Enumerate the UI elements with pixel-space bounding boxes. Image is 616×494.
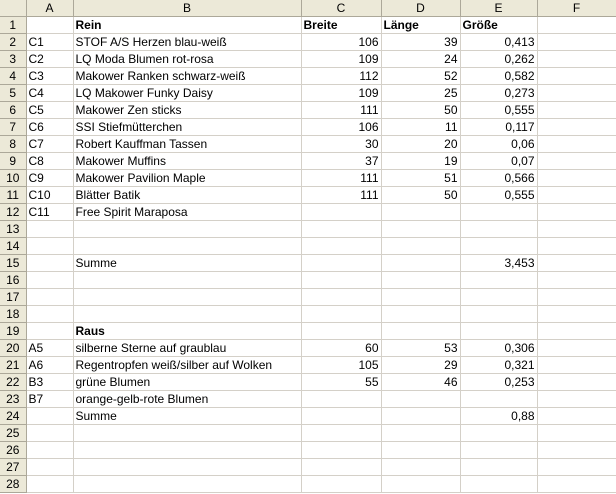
cell-a[interactable]	[26, 408, 73, 425]
cell-e[interactable]	[460, 306, 537, 323]
column-header[interactable]: A	[26, 0, 73, 17]
cell-d[interactable]: 46	[381, 374, 460, 391]
table-row	[0, 221, 616, 238]
cell-f[interactable]	[537, 476, 616, 493]
cell-c[interactable]: 109	[301, 51, 381, 68]
cell-e[interactable]: 0,06	[460, 136, 537, 153]
cell-a[interactable]	[26, 442, 73, 459]
cell-d[interactable]	[381, 323, 460, 340]
cell-c[interactable]	[301, 442, 381, 459]
cell-f[interactable]	[537, 221, 616, 238]
cell-d[interactable]	[381, 459, 460, 476]
row-header[interactable]: 19	[0, 323, 26, 340]
cell-c[interactable]: 112	[301, 68, 381, 85]
cell-f[interactable]	[537, 170, 616, 187]
cell-f[interactable]	[537, 136, 616, 153]
cell-e[interactable]: 0,273	[460, 85, 537, 102]
row-header[interactable]: 8	[0, 136, 26, 153]
row-header[interactable]: 9	[0, 153, 26, 170]
table-row	[0, 476, 616, 493]
cell-f[interactable]	[537, 102, 616, 119]
cell-f[interactable]	[537, 17, 616, 34]
row-header[interactable]: 22	[0, 374, 26, 391]
cell-a[interactable]: C10	[26, 187, 73, 204]
cell-f[interactable]	[537, 187, 616, 204]
table-row	[0, 85, 616, 102]
cell-e[interactable]: 0,582	[460, 68, 537, 85]
table-row	[0, 51, 616, 68]
cell-a[interactable]: C1	[26, 34, 73, 51]
cell-d[interactable]: 53	[381, 340, 460, 357]
cell-d[interactable]: 39	[381, 34, 460, 51]
cell-e[interactable]	[460, 459, 537, 476]
table-row	[0, 425, 616, 442]
cell-e[interactable]: 3,453	[460, 255, 537, 272]
table-row	[0, 170, 616, 187]
cell-e[interactable]	[460, 391, 537, 408]
cell-d[interactable]	[381, 272, 460, 289]
cell-c[interactable]	[301, 323, 381, 340]
table-row	[0, 306, 616, 323]
cell-a[interactable]: C4	[26, 85, 73, 102]
cell-d[interactable]	[381, 204, 460, 221]
cell-a[interactable]	[26, 425, 73, 442]
select-all-corner[interactable]	[0, 0, 26, 17]
row-header[interactable]: 23	[0, 391, 26, 408]
cell-e[interactable]	[460, 425, 537, 442]
table-row	[0, 408, 616, 425]
table-row	[0, 374, 616, 391]
cell-d[interactable]: 51	[381, 170, 460, 187]
cell-a[interactable]: C9	[26, 170, 73, 187]
cell-e[interactable]: 0,321	[460, 357, 537, 374]
cell-e[interactable]: 0,253	[460, 374, 537, 391]
cell-e[interactable]: 0,413	[460, 34, 537, 51]
cell-f[interactable]	[537, 391, 616, 408]
cell-d[interactable]: 11	[381, 119, 460, 136]
cell-d[interactable]: 19	[381, 153, 460, 170]
row-header[interactable]: 17	[0, 289, 26, 306]
cell-f[interactable]	[537, 255, 616, 272]
table-row	[0, 102, 616, 119]
cell-c[interactable]: 105	[301, 357, 381, 374]
column-header[interactable]: E	[460, 0, 537, 17]
cell-a[interactable]: B7	[26, 391, 73, 408]
cell-c[interactable]	[301, 408, 381, 425]
cell-c[interactable]: 111	[301, 170, 381, 187]
cell-b[interactable]: Summe	[73, 408, 301, 425]
column-header[interactable]: D	[381, 0, 460, 17]
cell-e[interactable]	[460, 442, 537, 459]
cell-b[interactable]: Makower Ranken schwarz-weiß	[73, 68, 301, 85]
cell-f[interactable]	[537, 357, 616, 374]
cell-d[interactable]	[381, 289, 460, 306]
cell-c[interactable]	[301, 221, 381, 238]
cell-e[interactable]	[460, 221, 537, 238]
cell-c[interactable]: 37	[301, 153, 381, 170]
cell-e[interactable]: 0,555	[460, 187, 537, 204]
cell-e[interactable]	[460, 289, 537, 306]
cell-a[interactable]: C2	[26, 51, 73, 68]
table-row	[0, 289, 616, 306]
row-header[interactable]: 25	[0, 425, 26, 442]
cell-f[interactable]	[537, 306, 616, 323]
cell-a[interactable]: C8	[26, 153, 73, 170]
cell-d[interactable]	[381, 255, 460, 272]
cell-f[interactable]	[537, 340, 616, 357]
cell-b[interactable]: silberne Sterne auf graublau	[73, 340, 301, 357]
cell-e[interactable]: 0,262	[460, 51, 537, 68]
cell-d[interactable]	[381, 391, 460, 408]
cell-b[interactable]: Rein	[73, 17, 301, 34]
cell-f[interactable]	[537, 408, 616, 425]
cell-a[interactable]: C7	[26, 136, 73, 153]
cell-e[interactable]: 0,07	[460, 153, 537, 170]
table-row	[0, 238, 616, 255]
table-row	[0, 17, 616, 34]
cell-c[interactable]	[301, 238, 381, 255]
cell-f[interactable]	[537, 204, 616, 221]
row-header[interactable]: 2	[0, 34, 26, 51]
cell-e[interactable]: 0,566	[460, 170, 537, 187]
cell-c[interactable]: 60	[301, 340, 381, 357]
cell-e[interactable]: 0,117	[460, 119, 537, 136]
cell-c[interactable]	[301, 272, 381, 289]
cell-c[interactable]	[301, 425, 381, 442]
cell-f[interactable]	[537, 119, 616, 136]
cell-f[interactable]	[537, 238, 616, 255]
row-header[interactable]: 11	[0, 187, 26, 204]
cell-b[interactable]	[73, 272, 301, 289]
table-row	[0, 34, 616, 51]
cell-f[interactable]	[537, 153, 616, 170]
cell-a[interactable]: C6	[26, 119, 73, 136]
cell-d[interactable]: 20	[381, 136, 460, 153]
cell-a[interactable]	[26, 306, 73, 323]
table-row	[0, 119, 616, 136]
cell-a[interactable]	[26, 17, 73, 34]
row-header[interactable]: 12	[0, 204, 26, 221]
cell-e[interactable]	[460, 238, 537, 255]
cell-a[interactable]	[26, 289, 73, 306]
row-header[interactable]: 16	[0, 272, 26, 289]
table-row	[0, 187, 616, 204]
cell-f[interactable]	[537, 272, 616, 289]
row-header[interactable]: 4	[0, 68, 26, 85]
cell-b[interactable]: grüne Blumen	[73, 374, 301, 391]
row-header[interactable]: 3	[0, 51, 26, 68]
cell-d[interactable]: 50	[381, 187, 460, 204]
cell-d[interactable]	[381, 442, 460, 459]
row-header[interactable]: 18	[0, 306, 26, 323]
cell-d[interactable]: 52	[381, 68, 460, 85]
table-row	[0, 442, 616, 459]
cell-b[interactable]: Free Spirit Maraposa	[73, 204, 301, 221]
cell-e[interactable]: Größe	[460, 17, 537, 34]
cell-f[interactable]	[537, 85, 616, 102]
cell-f[interactable]	[537, 51, 616, 68]
cell-f[interactable]	[537, 374, 616, 391]
row-header[interactable]: 28	[0, 476, 26, 493]
row-header[interactable]: 5	[0, 85, 26, 102]
cell-c[interactable]	[301, 255, 381, 272]
cell-c[interactable]	[301, 306, 381, 323]
cell-d[interactable]: 25	[381, 85, 460, 102]
cell-a[interactable]: C11	[26, 204, 73, 221]
table-row	[0, 323, 616, 340]
cell-c[interactable]: 30	[301, 136, 381, 153]
cell-b[interactable]	[73, 289, 301, 306]
table-row	[0, 459, 616, 476]
cell-e[interactable]	[460, 476, 537, 493]
cell-d[interactable]: 50	[381, 102, 460, 119]
cell-c[interactable]: 111	[301, 102, 381, 119]
table-row	[0, 272, 616, 289]
row-header[interactable]: 13	[0, 221, 26, 238]
cell-b[interactable]: LQ Makower Funky Daisy	[73, 85, 301, 102]
row-header[interactable]: 27	[0, 459, 26, 476]
row-header[interactable]: 10	[0, 170, 26, 187]
row-header[interactable]: 7	[0, 119, 26, 136]
cell-a[interactable]: C3	[26, 68, 73, 85]
cell-b[interactable]: orange-gelb-rote Blumen	[73, 391, 301, 408]
cell-e[interactable]	[460, 323, 537, 340]
cell-a[interactable]: A6	[26, 357, 73, 374]
cell-c[interactable]: 111	[301, 187, 381, 204]
cell-d[interactable]	[381, 476, 460, 493]
row-header[interactable]: 21	[0, 357, 26, 374]
column-header-row	[0, 0, 616, 17]
cell-c[interactable]	[301, 289, 381, 306]
cell-e[interactable]: 0,555	[460, 102, 537, 119]
cell-b[interactable]	[73, 476, 301, 493]
cell-a[interactable]	[26, 221, 73, 238]
cell-b[interactable]: Makower Zen sticks	[73, 102, 301, 119]
row-header[interactable]: 1	[0, 17, 26, 34]
cell-b[interactable]	[73, 221, 301, 238]
cell-c[interactable]: 106	[301, 34, 381, 51]
table-row	[0, 136, 616, 153]
cell-d[interactable]	[381, 425, 460, 442]
cell-b[interactable]: LQ Moda Blumen rot-rosa	[73, 51, 301, 68]
cell-a[interactable]: A5	[26, 340, 73, 357]
cell-c[interactable]	[301, 391, 381, 408]
table-row	[0, 391, 616, 408]
table-row	[0, 255, 616, 272]
row-header[interactable]: 6	[0, 102, 26, 119]
cell-d[interactable]: Länge	[381, 17, 460, 34]
cell-c[interactable]	[301, 459, 381, 476]
table-row	[0, 204, 616, 221]
cell-d[interactable]	[381, 238, 460, 255]
cell-c[interactable]: 109	[301, 85, 381, 102]
cell-b[interactable]: Regentropfen weiß/silber auf Wolken	[73, 357, 301, 374]
cell-a[interactable]	[26, 476, 73, 493]
cell-f[interactable]	[537, 459, 616, 476]
cell-e[interactable]	[460, 272, 537, 289]
cell-f[interactable]	[537, 34, 616, 51]
cell-a[interactable]	[26, 272, 73, 289]
cell-e[interactable]	[460, 204, 537, 221]
cell-b[interactable]	[73, 442, 301, 459]
cell-a[interactable]	[26, 459, 73, 476]
cell-d[interactable]: 29	[381, 357, 460, 374]
cell-a[interactable]	[26, 238, 73, 255]
cell-a[interactable]: C5	[26, 102, 73, 119]
cell-d[interactable]	[381, 306, 460, 323]
column-header[interactable]: F	[537, 0, 616, 17]
table-row	[0, 357, 616, 374]
cell-b[interactable]: STOF A/S Herzen blau-weiß	[73, 34, 301, 51]
cell-f[interactable]	[537, 442, 616, 459]
row-header[interactable]: 15	[0, 255, 26, 272]
table-row	[0, 340, 616, 357]
cell-b[interactable]: Makower Pavilion Maple	[73, 170, 301, 187]
column-header[interactable]: B	[73, 0, 301, 17]
row-header[interactable]: 24	[0, 408, 26, 425]
cell-c[interactable]: Breite	[301, 17, 381, 34]
cell-c[interactable]	[301, 476, 381, 493]
cell-c[interactable]: 106	[301, 119, 381, 136]
cell-b[interactable]	[73, 425, 301, 442]
cell-d[interactable]: 24	[381, 51, 460, 68]
cell-b[interactable]	[73, 306, 301, 323]
cell-b[interactable]: Makower Muffins	[73, 153, 301, 170]
cell-f[interactable]	[537, 425, 616, 442]
column-header[interactable]: C	[301, 0, 381, 17]
cell-b[interactable]	[73, 459, 301, 476]
cell-c[interactable]: 55	[301, 374, 381, 391]
cell-b[interactable]: Raus	[73, 323, 301, 340]
cell-a[interactable]	[26, 255, 73, 272]
cell-d[interactable]	[381, 221, 460, 238]
cell-a[interactable]	[26, 323, 73, 340]
table-row	[0, 153, 616, 170]
row-header[interactable]: 20	[0, 340, 26, 357]
cell-b[interactable]	[73, 238, 301, 255]
cell-f[interactable]	[537, 289, 616, 306]
cell-a[interactable]: B3	[26, 374, 73, 391]
row-header[interactable]: 14	[0, 238, 26, 255]
cell-b[interactable]: Robert Kauffman Tassen	[73, 136, 301, 153]
cell-f[interactable]	[537, 323, 616, 340]
cell-d[interactable]	[381, 408, 460, 425]
cell-b[interactable]: Summe	[73, 255, 301, 272]
cell-c[interactable]	[301, 204, 381, 221]
cell-f[interactable]	[537, 68, 616, 85]
table-row	[0, 68, 616, 85]
row-header[interactable]: 26	[0, 442, 26, 459]
cell-b[interactable]: SSI Stiefmütterchen	[73, 119, 301, 136]
cell-e[interactable]: 0,306	[460, 340, 537, 357]
cell-e[interactable]: 0,88	[460, 408, 537, 425]
cell-b[interactable]: Blätter Batik	[73, 187, 301, 204]
